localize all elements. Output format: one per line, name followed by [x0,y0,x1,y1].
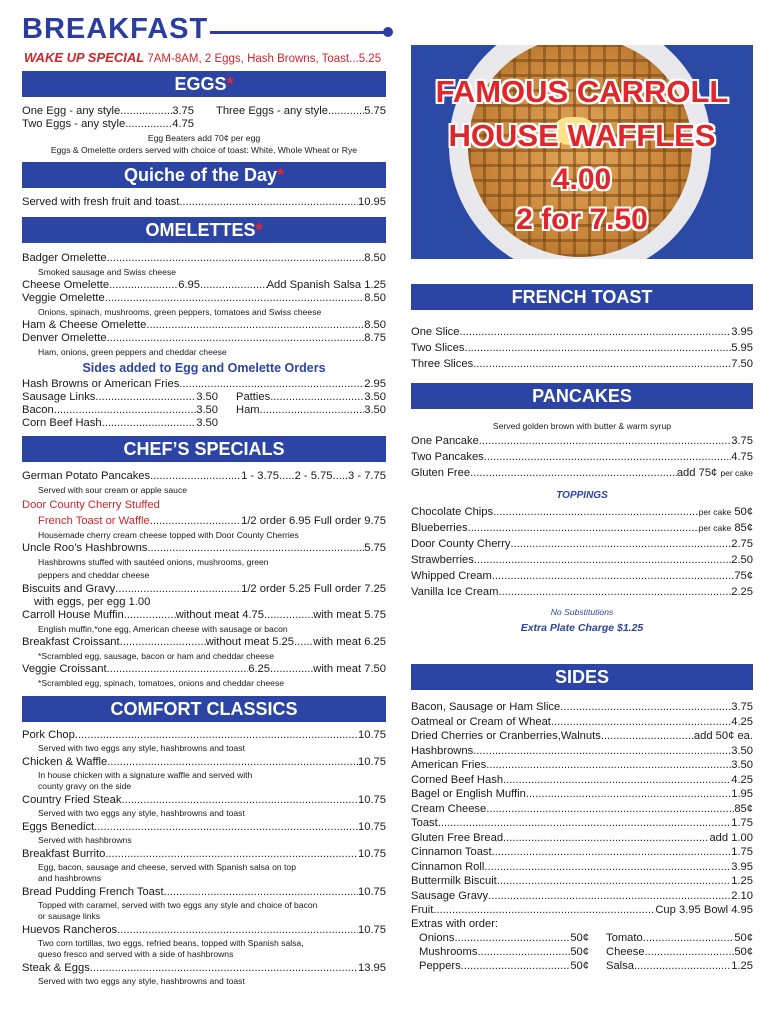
quiche-header [22,162,386,188]
item-name: Fruit [411,904,434,916]
item-name: Huevos Rancheros [22,924,118,936]
item-name: Chocolate Chips [411,506,494,518]
menu-item-ham [236,404,386,417]
item-name: Chicken & Waffle [22,756,108,768]
item-name: Patties [236,391,271,403]
item-name: German Potato Pancakes [22,470,151,482]
omelettes-header-label: OMELETTES [145,220,256,240]
menu-item-quiche [22,196,386,209]
item-price: 1.95 [731,788,753,800]
menu-item-three-eggs [216,105,386,118]
item-price: 50¢ [734,946,753,958]
pancakes-note: Served golden brown with butter & warm syrup [492,421,672,431]
menu-item-ham-cheese-omelette [22,319,386,332]
topping-item [411,586,753,599]
item-name: Two Slices [411,342,465,354]
item-price: 3.50 [731,759,753,771]
item-name: Carroll House Muffin [22,609,124,621]
item-price: 4.75 [172,118,194,130]
gluten-price: add 75¢ [676,467,718,479]
item-name: Bacon, Sausage or Ham Slice [411,701,561,713]
item-name: Cream Cheese [411,802,487,815]
menu-item-patties [236,391,386,404]
item-name: Strawberries [411,554,474,566]
item-price: 2.25 [731,586,753,598]
menu-item-veggie-croissant [22,663,270,676]
side-item [411,803,753,816]
item-price: 10.75 [358,924,386,936]
toast-choice-note: Eggs & Omelette orders served with choice of toast: White, Whole Wheat or Rye [50,145,358,155]
blue-unit: per cake [698,523,732,533]
veggie-croissant-note: *Scrambled egg, spinach, tomatoes, onions and cheddar cheese [38,678,285,688]
item-name: Bacon [22,404,54,416]
biscuits-eggs-line: with eggs, per egg 1.00 [34,596,151,608]
menu-item-carroll-muffin [22,609,264,622]
comfort-item-note: queso fresco and served with a side of hashbrowns [38,949,234,959]
item-name: Pork Chop [22,729,75,741]
item-name: One Pancake [411,435,479,447]
item-name: French Toast or Waffle [38,515,150,527]
egg-beaters-note: Egg Beaters add 70¢ per egg [147,133,261,143]
item-name: Cinnamon Toast [411,846,492,858]
item-price: 3.95 [731,326,753,338]
comfort-item-note: Served with two eggs any style, hashbrowns and toast [38,976,245,986]
breakfast-croissant-with-meat [294,636,386,649]
comfort-item-note: Two corn tortillas, two eggs, refried beans, topped with Spanish salsa, [38,938,304,948]
item-price: with meat 7.50 [313,663,386,675]
item-name: One Egg - any style [22,105,121,117]
item-name: Hashbrowns [411,744,474,757]
item-name: American Fries [411,759,487,771]
item-name: Dried Cherries or Cranberries,Walnuts [411,730,601,742]
item-price: 10.75 [358,729,386,741]
item-name: Cinnamon Roll [411,860,485,873]
item-name: Breakfast Burrito [22,848,106,860]
item-name: Biscuits and Gravy [22,583,116,595]
omelettes-star: * [255,220,263,240]
menu-item-blueberries [411,522,753,535]
item-price: 75¢ [734,570,753,582]
extra-salsa [606,960,753,973]
carroll-muffin-note: English muffin,*one egg, American cheese with sausage or bacon [38,624,288,634]
comfort-classics-header: COMFORT CLASSICS [22,696,386,722]
item-price: 2.95 [364,378,386,390]
page-title: BREAKFAST [22,13,209,45]
item-price [699,506,753,519]
item-name: Served with fresh fruit and toast [22,196,180,208]
denver-note: Ham, onions, green peppers and cheddar cheese [38,347,227,357]
side-item [411,875,753,888]
item-price-without-meat: without meat 4.75 [175,609,264,621]
side-item [411,730,753,743]
item-price: 3.75 [731,701,753,713]
item-name: Denver Omelette [22,332,107,344]
item-price: add 50¢ ea. [693,730,753,742]
comfort-item [22,962,386,975]
extras-title: Extras with order: [411,918,499,930]
waffle-title-2: HOUSE WAFFLES [448,118,716,153]
veggie-croissant-with-meat [270,663,386,676]
german-note: Served with sour cream or apple sauce [38,485,188,495]
item-name: Steak & Eggs [22,962,90,974]
item-name: Hash Browns or American Fries [22,378,180,390]
item-price: 10.75 [358,821,386,833]
comfort-item-note: Served with two eggs any style, hashbrowns and toast [38,743,245,753]
item-name: Salsa [606,960,634,972]
menu-item-fruit [411,904,753,917]
wake-up-text: 7AM-8AM, 2 Eggs, Hash Browns, Toast...5.25 [147,53,382,65]
item-price: 7.50 [731,358,753,370]
waffle-price: 4.00 [552,163,612,196]
item-price: 5.75 [364,105,386,117]
item-name: Peppers [419,960,461,972]
comfort-item [22,756,386,769]
sides-subtitle: Sides added to Egg and Omelette Orders [82,362,326,375]
breakfast-croissant-note: *Scrambled egg, sausage, bacon or ham and cheddar cheese [38,651,275,661]
menu-item-sausage-links [22,391,218,404]
item-price: 3.75 [172,105,194,117]
wake-up-special [24,50,381,65]
item-name: Buttermilk Biscuit [411,875,497,887]
item-name: Three Eggs - any style [216,105,328,117]
menu-item-bacon [22,404,218,417]
quiche-header-label: Quiche of the Day [123,165,277,185]
waffle-title-1: FAMOUS CARROLL [435,74,729,109]
item-price: 13.95 [358,962,386,974]
choc-unit: per cake [698,507,732,517]
item-price: 3.50 [364,391,386,403]
item-price: 2.10 [731,889,753,902]
chefs-specials-header: CHEF’S SPECIALS [22,436,386,462]
carroll-muffin-with-meat [264,609,386,622]
topping-item [411,570,753,583]
extra-peppers [419,960,589,973]
item-price: 1.25 [731,960,753,972]
menu-item-cheese-omelette [22,279,200,292]
item-price: 3.95 [731,860,753,873]
item-price: 10.75 [358,848,386,860]
item-name: Veggie Omelette [22,292,105,304]
pancakes-header: PANCAKES [411,383,753,409]
item-price: add 1.00 [709,831,753,844]
item-name: Sausage Gravy [411,889,489,902]
menu-item-denver-omelette [22,332,386,345]
side-item [411,745,753,758]
item-price: 5.95 [731,342,753,354]
item-name: Bread Pudding French Toast [22,886,164,898]
door-county-title: Door County Cherry Stuffed [22,499,160,511]
gluten-unit: per cake [720,468,753,478]
eggs-header-label: EGGS [174,74,227,94]
comfort-item [22,821,386,834]
item-price: with meat 5.75 [313,609,386,621]
side-item [411,788,753,801]
extra-cheese [606,946,753,959]
sides-header: SIDES [411,664,753,690]
uncle-roos-note-2: peppers and cheddar cheese [38,570,150,580]
item-name: Whipped Cream [411,570,492,582]
item-price: 4.25 [731,773,753,786]
menu-item-breakfast-croissant [22,636,294,649]
item-price: 3.50 [196,417,218,429]
menu-item-hash-browns [22,378,386,391]
topping-item [411,554,753,567]
topping-item [411,538,753,551]
french-toast-item [411,342,753,355]
item-name: Sausage Links [22,391,96,403]
side-item [411,890,753,903]
item-name: One Slice [411,326,460,338]
waffle-price-two: 2 for 7.50 [516,203,648,236]
item-price: 50¢ [734,932,753,944]
door-county-note: Housemade cherry cream cheese topped with Door County Cherries [38,530,299,540]
item-price: 1.25 [731,875,753,887]
menu-item-corn-beef-hash [22,417,218,430]
comfort-item-note: Egg, bacon, sausage and cheese, served with Spanish salsa on top [38,862,296,872]
menu-item-badger-omelette [22,252,386,265]
item-name: Mushrooms [419,946,478,958]
item-name: Bagel or English Muffin [411,788,526,800]
eggs-header [22,71,386,97]
item-name: Two Eggs - any style [22,118,126,130]
item-extra: Add Spanish Salsa 1.25 [266,279,386,291]
comfort-item-note: or sausage links [38,911,101,921]
item-name: Two Pancakes [411,451,484,463]
item-price: 8.75 [364,332,386,344]
french-toast-item [411,326,753,339]
menu-item-biscuits-gravy [22,583,386,596]
item-price: 2.75 [731,538,753,550]
pancake-item [411,451,753,464]
side-item [411,817,753,830]
item-price: 8.50 [364,319,386,331]
item-name: Ham [236,404,260,416]
choc-price: 50¢ [734,506,753,518]
comfort-item-note: In house chicken with a signature waffle and served with [38,770,253,780]
comfort-item [22,848,386,861]
item-price: 1 - 3.75.....2 - 5.75.....3 - 7.75 [241,470,386,482]
item-name: Tomato [606,932,643,944]
item-name: Country Fried Steak [22,794,122,806]
comfort-item [22,924,386,937]
item-name: Gluten Free [411,467,471,479]
menu-item-gluten-free-pancake [411,467,753,480]
menu-item-door-county-french-toast [38,515,386,528]
item-price: 3.50 [196,391,218,403]
extra-tomato [606,932,753,945]
uncle-roos-note-1: Hashbrowns stuffed with sautéed onions, mushrooms, green [38,557,269,567]
item-name: Ham & Cheese Omelette [22,319,147,331]
menu-item-german-potato-pancakes [22,470,386,483]
side-item [411,716,753,729]
item-name: Toast [411,817,438,829]
item-price: 6.95 [178,279,200,291]
quiche-star: * [277,165,285,185]
item-price-without-meat: 6.25 [248,663,270,675]
pancake-item [411,435,753,448]
comfort-item [22,794,386,807]
item-price: 10.95 [358,196,386,208]
item-price: 50¢ [570,932,589,944]
item-name: Corn Beef Hash [22,417,102,429]
item-price: 5.75 [364,542,386,554]
item-price: 1/2 order 6.95 Full order 9.75 [241,515,386,527]
item-name: Gluten Free Bread [411,831,504,844]
side-item [411,846,753,859]
item-price: 8.50 [364,252,386,264]
item-price: Cup 3.95 Bowl 4.95 [655,904,753,916]
item-price: 4.75 [731,451,753,463]
item-price: 10.75 [358,794,386,806]
item-price: 3.75 [731,435,753,447]
item-name: Cheese Omelette [22,279,110,291]
item-price: 50¢ [570,946,589,958]
side-item [411,832,753,845]
item-price: 10.75 [358,886,386,898]
item-price: 1.75 [731,817,753,829]
wake-up-label: WAKE UP SPECIAL [24,50,145,65]
item-price: with meat 6.25 [313,636,386,648]
spanish-salsa-addon [200,279,386,292]
item-price: 8.50 [364,292,386,304]
item-price: 85¢ [734,802,753,815]
comfort-item-note: Served with hashbrowns [38,835,132,845]
item-price: 1.75 [731,846,753,858]
title-rule [210,31,386,34]
item-name: Corned Beef Hash [411,773,504,786]
menu-item-veggie-omelette [22,292,386,305]
waffle-photo [411,45,753,259]
menu-item-one-egg [22,105,194,118]
menu-item-uncle-roos [22,542,386,555]
item-price: 1/2 order 5.25 Full order 7.25 [241,583,386,595]
item-name: Cheese [606,946,645,958]
menu-item-two-eggs [22,118,194,131]
item-price: 3.50 [731,744,753,757]
toppings-title: TOPPINGS [556,490,608,501]
item-name: Door County Cherry [411,538,511,550]
item-name: Three Slices [411,358,474,370]
title-rule-dot [383,27,393,37]
french-toast-header: FRENCH TOAST [411,284,753,310]
item-price: 3.50 [364,404,386,416]
item-price: 50¢ [570,960,589,972]
item-name: Uncle Roo’s Hashbrowns [22,542,148,554]
item-price [677,467,753,480]
item-name: Badger Omelette [22,252,107,264]
item-price-without-meat: without meat 5.25 [205,636,294,648]
item-name: Breakfast Croissant [22,636,120,648]
extra-onions [419,932,589,945]
item-price: 4.25 [731,715,753,728]
comfort-item [22,729,386,742]
menu-item-chocolate-chips [411,506,753,519]
comfort-item-note: Topped with caramel, served with two eggs any style and choice of bacon [38,900,318,910]
comfort-item-note: county gravy on the side [38,781,132,791]
side-item [411,774,753,787]
side-item [411,701,753,714]
item-name: Eggs Benedict [22,821,95,833]
extra-mushrooms [419,946,589,959]
item-price: 2.50 [731,554,753,566]
item-price: 10.75 [358,756,386,768]
item-name: Veggie Croissant [22,663,107,675]
french-toast-item [411,358,753,371]
eggs-star: * [226,74,234,94]
no-substitutions: No Substitutions [550,607,614,617]
badger-note: Smoked sausage and Swiss cheese [38,267,177,277]
item-price: 3.50 [196,404,218,416]
extra-plate-charge: Extra Plate Charge $1.25 [520,622,644,634]
side-item [411,861,753,874]
comfort-item-note: Served with two eggs any style, hashbrowns and toast [38,808,245,818]
side-item [411,759,753,772]
item-name: Onions [419,932,455,944]
item-name: Oatmeal or Cream of Wheat [411,715,551,728]
item-name: Blueberries [411,522,468,534]
veggie-omelette-note: Onions, spinach, mushrooms, green peppers, tomatoes and Swiss cheese [38,307,322,317]
omelettes-header [22,217,386,243]
comfort-item [22,886,386,899]
item-price [699,522,753,535]
comfort-item-note: and hashbrowns [38,873,102,883]
blue-price: 85¢ [734,522,753,534]
item-name: Vanilla Ice Cream [411,586,499,598]
